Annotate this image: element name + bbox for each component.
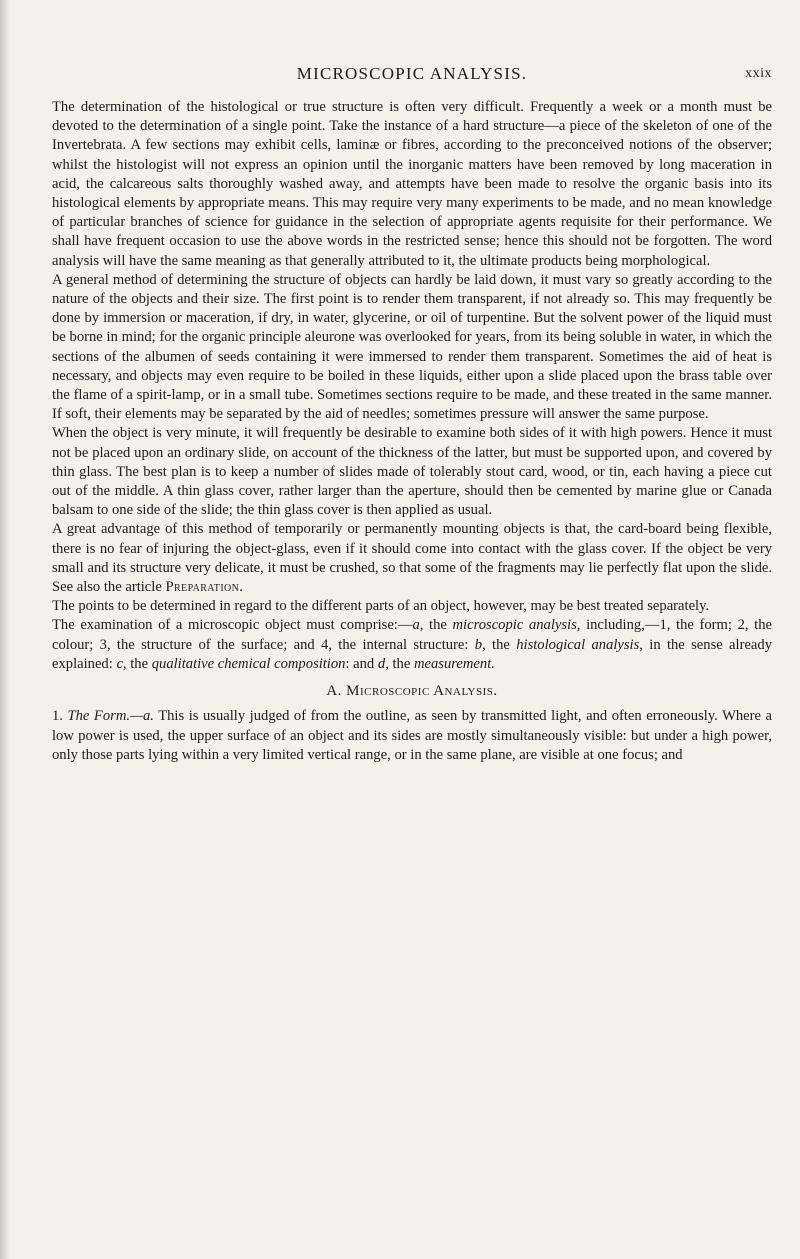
text-span: : and <box>345 655 378 672</box>
text-span: in the sense already explained: <box>52 636 772 672</box>
text-span: 1. <box>52 708 68 725</box>
text-span: the <box>485 636 517 653</box>
italic-term: microscopic analysis, <box>452 617 581 634</box>
body-text <box>52 98 772 765</box>
text-span: A great advantage of this method of temporarily or permanently mounting objects is that, the card-board being flexible, there is no fear of injuring the object-glass, even if it should come into contact with the glass cover. If the object be very small and its structure very delicate, it must be crushed, so that some of the fragments may lie perfectly flat upon the slide. See also the article <box>52 521 772 596</box>
paragraph-general-method: A general method of determining the structure of objects can hardly be laid down, it must vary so greatly according to the nature of the objects and their size. The first point is to render them transparent, if not already so. This may frequently be done by immersion or maceration, if dry, in water, glycerine, or oil of turpentine. But the solvent power of the liquid must be borne in mind; for the organic principle aleurone was overlooked for years, from its being soluble in water, in which the sections of the albumen of seeds containing it were immersed to render them transparent. Sometimes the aid of heat is necessary, and objects may even require to be boiled in these liquids, either upon a slide placed upon the brass table over the flame of a spirit-lamp, or in a small tube. Sometimes sections require to be made, and these treated in the same manner. If soft, their elements may be separated by the aid of needles; sometimes pressure will answer the same purpose. <box>52 271 772 423</box>
paragraph-points-determined: The points to be determined in regard to the different parts of an object, however, may be best treated separately. <box>52 598 710 615</box>
italic-term: measurement. <box>413 655 495 672</box>
text-span: The examination of a microscopic object must comprise:— <box>52 617 413 634</box>
italic-letter: a, <box>412 617 424 634</box>
italic-subheading: The Form.—a. <box>67 708 154 725</box>
text-span: . <box>239 579 243 596</box>
text-span: the <box>388 655 414 672</box>
paragraph-mounting-advantage <box>52 520 772 597</box>
text-span: This is usually judged of from the outline, as seen by transmitted light, and often erroneously. Where a low power is used, the upper surface of an object and its sides are mostly simultaneously visible: but under a high power, only those parts lying within a very limited vertical range, or in the same plane, are visible at one focus; and <box>52 708 773 763</box>
italic-letter: b, <box>474 636 486 653</box>
italic-term: qualitative chemical composition <box>151 655 346 672</box>
paragraph-minute-objects: When the object is very minute, it will frequently be desirable to examine both sides of it with high powers. Hence it must not be placed upon an ordinary slide, on account of the thickness of the latter, but must be supported upon, and covered by thin glass. The best plan is to keep a number of slides made of tolerably stout card, wood, or tin, each having a piece cut out of the middle. A thin glass cover, rather larger than the aperture, should then be cemented by marine glue or Canada balsam to one side of the slide; the thin glass cover is then applied as usual. <box>52 425 772 519</box>
section-heading: A. Microscopic Analysis. <box>326 683 498 700</box>
cross-reference: Preparation <box>165 579 240 596</box>
text-span: the <box>423 617 453 634</box>
running-title: MICROSCOPIC ANALYSIS. <box>296 64 528 83</box>
paragraph-histological-determination: The determination of the histological or true structure is often very difficult. Frequently a week or a month must be devoted to the determination of a single point. Take the instance of a hard structure—a piece of the skeleton of one of the Invertebrata. A few sections may exhibit cells, laminæ or fibres, according to the preconceived notions of the observer; whilst the histologist will not express an opinion until the inorganic matters have been removed by long maceration in acid, the calcareous salts thoroughly washed away, and attempts have been made to resolve the organic basis into its histological elements by appropriate means. This may require very many experiments to be made, and no mean knowledge of particular branches of science for guidance in the selection of appropriate agents requisite for their performance. We shall have frequent occasion to use the above words in the restricted sense; hence this should not be forgotten. The word analysis will have the same meaning as that generally attributed to it, the ultimate products being morphological. <box>52 99 772 269</box>
text-span: including,—1, the form; 2, the colour; 3, the structure of the surface; and 4, the internal structure: <box>52 617 772 653</box>
running-head <box>52 64 772 86</box>
italic-letter: d, <box>377 655 389 672</box>
italic-term: histological analysis, <box>516 636 643 653</box>
paragraph-form <box>52 707 772 765</box>
paragraph-examination-comprise <box>52 616 772 674</box>
text-span: the <box>126 655 152 672</box>
page-number: xxix <box>745 66 772 81</box>
italic-letter: c, <box>116 655 127 672</box>
scan-edge <box>0 0 10 1259</box>
